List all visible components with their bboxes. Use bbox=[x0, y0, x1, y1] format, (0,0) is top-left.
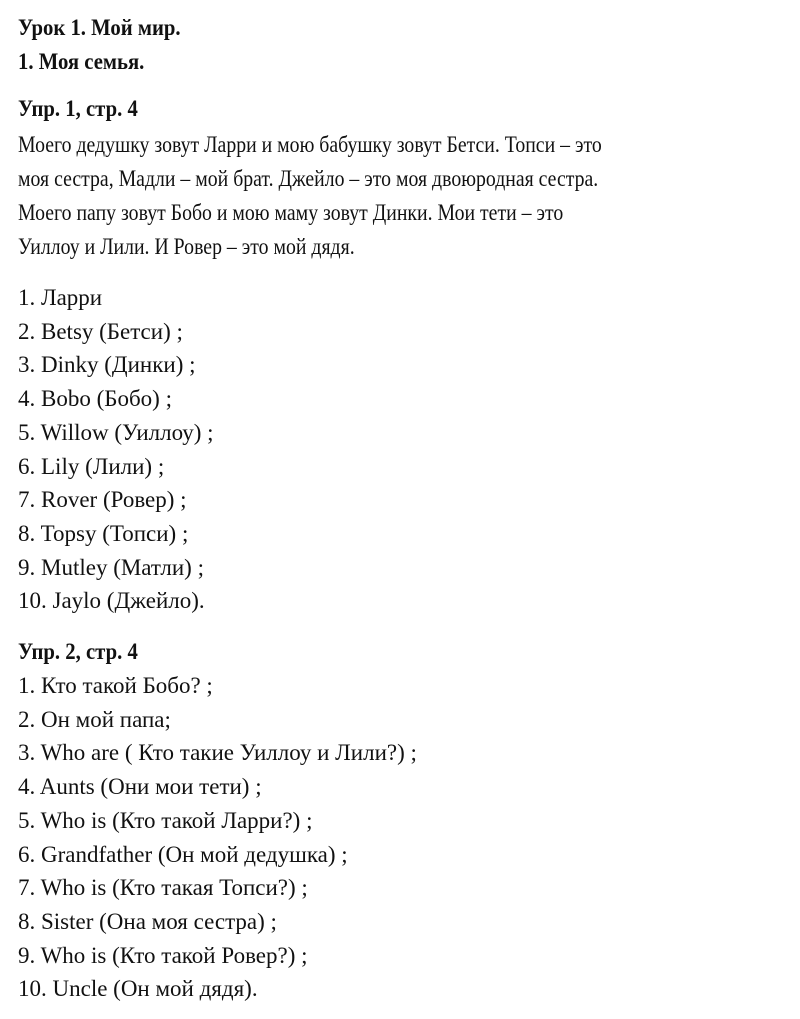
answer-item: 9. Mutley (Матли) ; bbox=[18, 554, 204, 580]
answer-item: 9. Who is (Кто такой Ровер?) ; bbox=[18, 942, 308, 968]
answer-item: 4. Bobo (Бобо) ; bbox=[18, 386, 172, 412]
paragraph-line: моя сестра, Мадли – мой брат. Джейло – это моя двоюродная сестра. bbox=[18, 166, 599, 191]
answer-item: 8. Sister (Она моя сестра) ; bbox=[18, 908, 277, 934]
answer-item: 2. Betsy (Бетси) ; bbox=[18, 318, 183, 344]
section-title: 1. Моя семья. bbox=[18, 49, 145, 74]
answer-item: 10. Jaylo (Джейло). bbox=[18, 588, 205, 614]
answer-item: 7. Rover (Ровер) ; bbox=[18, 487, 187, 513]
answer-item: 10. Uncle (Он мой дядя). bbox=[18, 976, 258, 1002]
answer-item: 8. Topsy (Топси) ; bbox=[18, 520, 189, 546]
answer-item: 6. Grandfather (Он мой дедушка) ; bbox=[18, 841, 348, 867]
answer-item: 4. Aunts (Они мои тети) ; bbox=[18, 774, 262, 800]
paragraph-line: Моего дедушку зовут Ларри и мою бабушку зовут Бетси. Топси – это bbox=[18, 132, 602, 157]
exercise2-heading: Упр. 2, стр. 4 bbox=[18, 639, 138, 664]
answer-item: 3. Dinky (Динки) ; bbox=[18, 352, 196, 378]
answer-item: 7. Who is (Кто такая Топси?) ; bbox=[18, 875, 308, 901]
exercise1-heading: Упр. 1, стр. 4 bbox=[18, 96, 138, 121]
answer-item: 1. Кто такой Бобо? ; bbox=[18, 673, 213, 698]
answer-item: 5. Who is (Кто такой Ларри?) ; bbox=[18, 807, 313, 833]
paragraph-line: Уиллоу и Лили. И Ровер – это мой дядя. bbox=[18, 234, 355, 259]
answer-item: 2. Он мой папа; bbox=[18, 706, 171, 732]
lesson-title: Урок 1. Мой мир. bbox=[18, 15, 181, 40]
answer-item: 5. Willow (Уиллоу) ; bbox=[18, 419, 214, 445]
answer-item: 6. Lily (Лили) ; bbox=[18, 453, 165, 479]
paragraph-line: Моего папу зовут Бобо и мою маму зовут Динки. Мои тети – это bbox=[18, 200, 564, 225]
answer-item: 1. Ларри bbox=[18, 285, 103, 310]
answer-item: 3. Who are ( Кто такие Уиллоу и Лили?) ; bbox=[18, 740, 417, 766]
